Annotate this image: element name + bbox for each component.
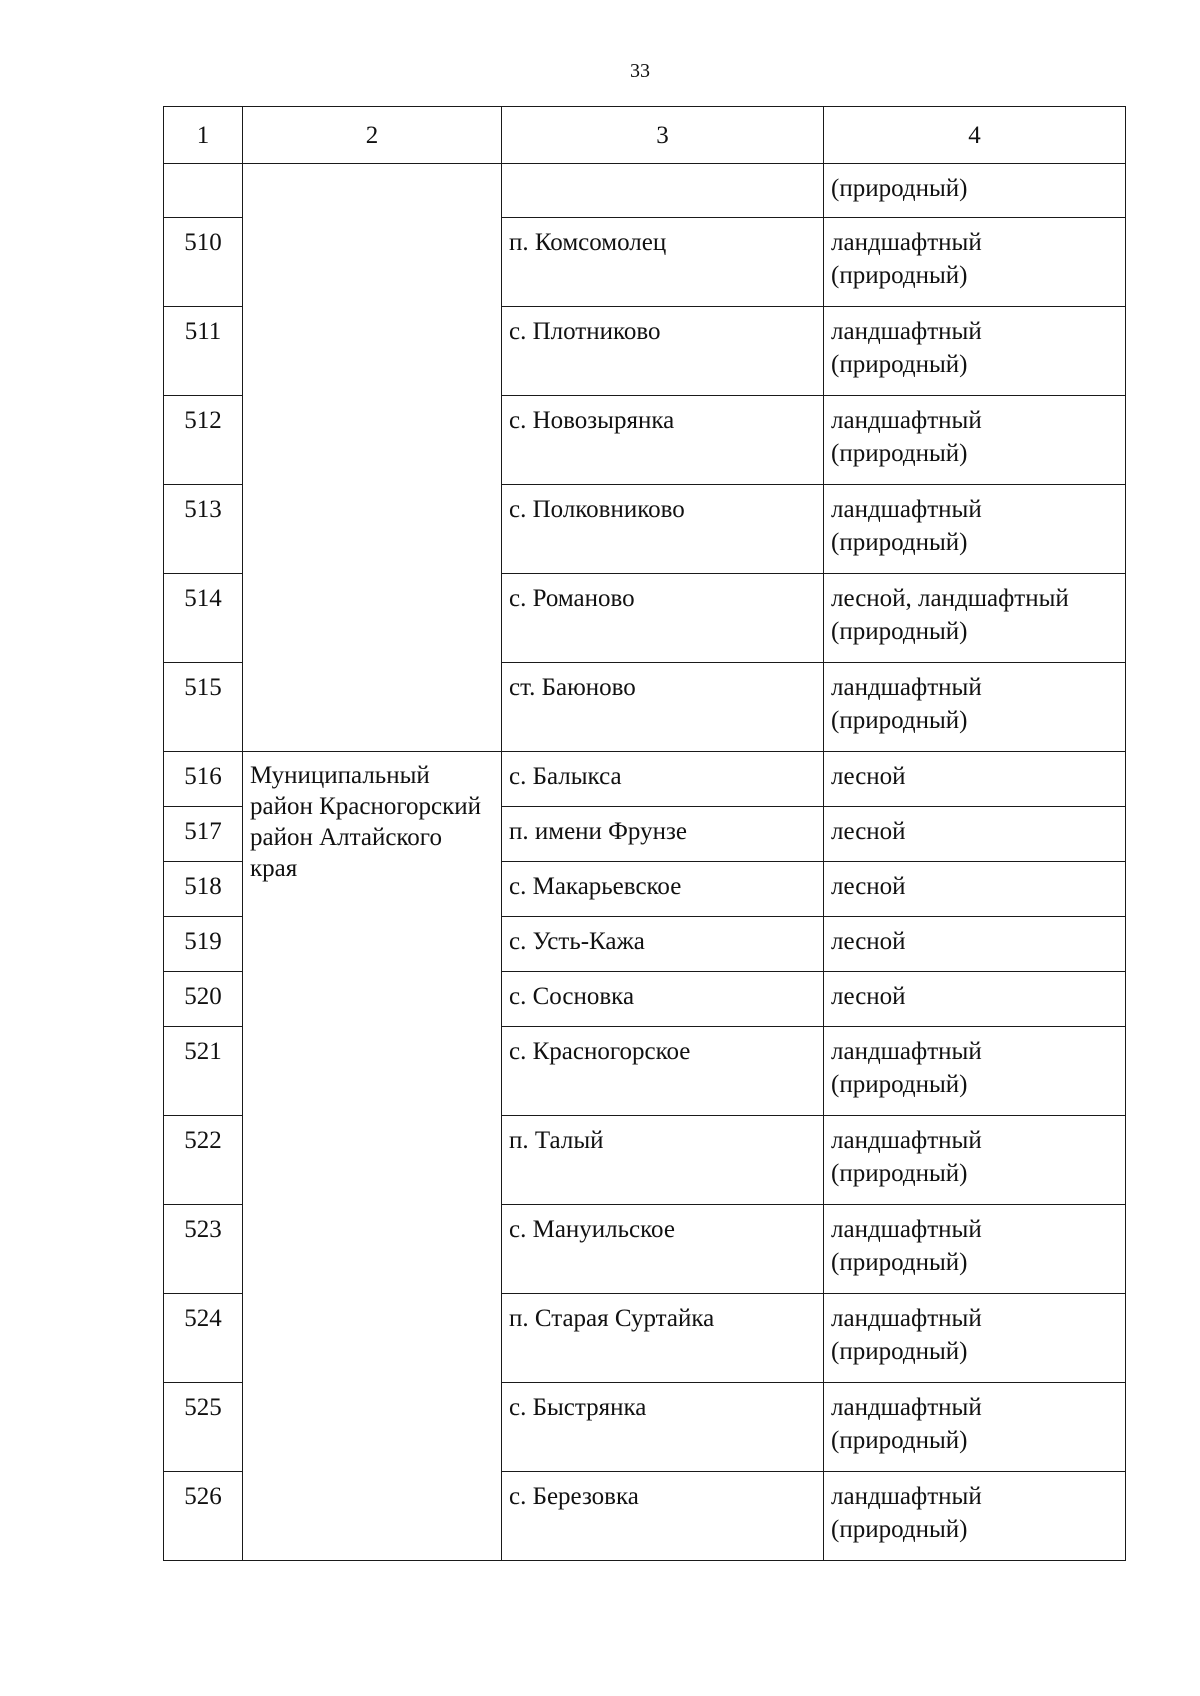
type-cell: ландшафтный (природный) (824, 1294, 1126, 1383)
settlement-cell: с. Полковниково (502, 485, 824, 574)
row-number: 518 (164, 862, 243, 917)
row-number: 517 (164, 807, 243, 862)
type-cell: ландшафтный (природный) (824, 307, 1126, 396)
table-header-row (164, 107, 1126, 164)
row-number: 510 (164, 218, 243, 307)
settlement-cell: с. Сосновка (502, 972, 824, 1027)
row-number: 511 (164, 307, 243, 396)
row-number: 513 (164, 485, 243, 574)
type-cell: ландшафтный (природный) (824, 1383, 1126, 1472)
settlement-cell: с. Усть-Кажа (502, 917, 824, 972)
row-number: 512 (164, 396, 243, 485)
type-cell: лесной (824, 752, 1126, 807)
settlement-cell: с. Макарьевское (502, 862, 824, 917)
settlement-cell: с. Красногорское (502, 1027, 824, 1116)
type-cell: ландшафтный (природный) (824, 396, 1126, 485)
settlement-cell (502, 164, 824, 218)
settlement-cell: с. Балыкса (502, 752, 824, 807)
settlement-cell: ст. Баюново (502, 663, 824, 752)
type-cell: ландшафтный (природный) (824, 663, 1126, 752)
column-header-4: 4 (824, 107, 1126, 164)
row-number: 522 (164, 1116, 243, 1205)
district-cell: Муниципальный район Красногорский район Алтайского края (243, 752, 502, 1561)
page-number: 33 (630, 60, 650, 82)
type-cell: ландшафтный (природный) (824, 1205, 1126, 1294)
type-cell: лесной (824, 862, 1126, 917)
row-number: 516 (164, 752, 243, 807)
settlements-table (163, 106, 1126, 1561)
settlement-cell: п. Старая Суртайка (502, 1294, 824, 1383)
district-cell (243, 164, 502, 752)
settlement-cell: с. Романово (502, 574, 824, 663)
row-number: 520 (164, 972, 243, 1027)
column-header-3: 3 (502, 107, 824, 164)
row-number: 526 (164, 1472, 243, 1561)
row-number: 523 (164, 1205, 243, 1294)
settlement-cell: с. Плотниково (502, 307, 824, 396)
type-cell: лесной, ландшафтный (природный) (824, 574, 1126, 663)
type-cell: ландшафтный (природный) (824, 1027, 1126, 1116)
settlement-cell: с. Березовка (502, 1472, 824, 1561)
settlement-cell: с. Новозырянка (502, 396, 824, 485)
row-number: 525 (164, 1383, 243, 1472)
column-header-1: 1 (164, 107, 243, 164)
row-number: 519 (164, 917, 243, 972)
type-cell: лесной (824, 807, 1126, 862)
type-cell: (природный) (824, 164, 1126, 218)
type-cell: ландшафтный (природный) (824, 1472, 1126, 1561)
settlement-cell: п. имени Фрунзе (502, 807, 824, 862)
column-header-2: 2 (243, 107, 502, 164)
row-number: 524 (164, 1294, 243, 1383)
type-cell: ландшафтный (природный) (824, 1116, 1126, 1205)
continuation-row (164, 164, 1126, 218)
settlement-cell: п. Талый (502, 1116, 824, 1205)
row-number: 521 (164, 1027, 243, 1116)
row-number (164, 164, 243, 218)
row-number: 515 (164, 663, 243, 752)
type-cell: лесной (824, 972, 1126, 1027)
table-row (164, 752, 1126, 807)
settlement-cell: п. Комсомолец (502, 218, 824, 307)
settlement-cell: с. Мануильское (502, 1205, 824, 1294)
type-cell: лесной (824, 917, 1126, 972)
type-cell: ландшафтный (природный) (824, 485, 1126, 574)
type-cell: ландшафтный (природный) (824, 218, 1126, 307)
row-number: 514 (164, 574, 243, 663)
settlement-cell: с. Быстрянка (502, 1383, 824, 1472)
